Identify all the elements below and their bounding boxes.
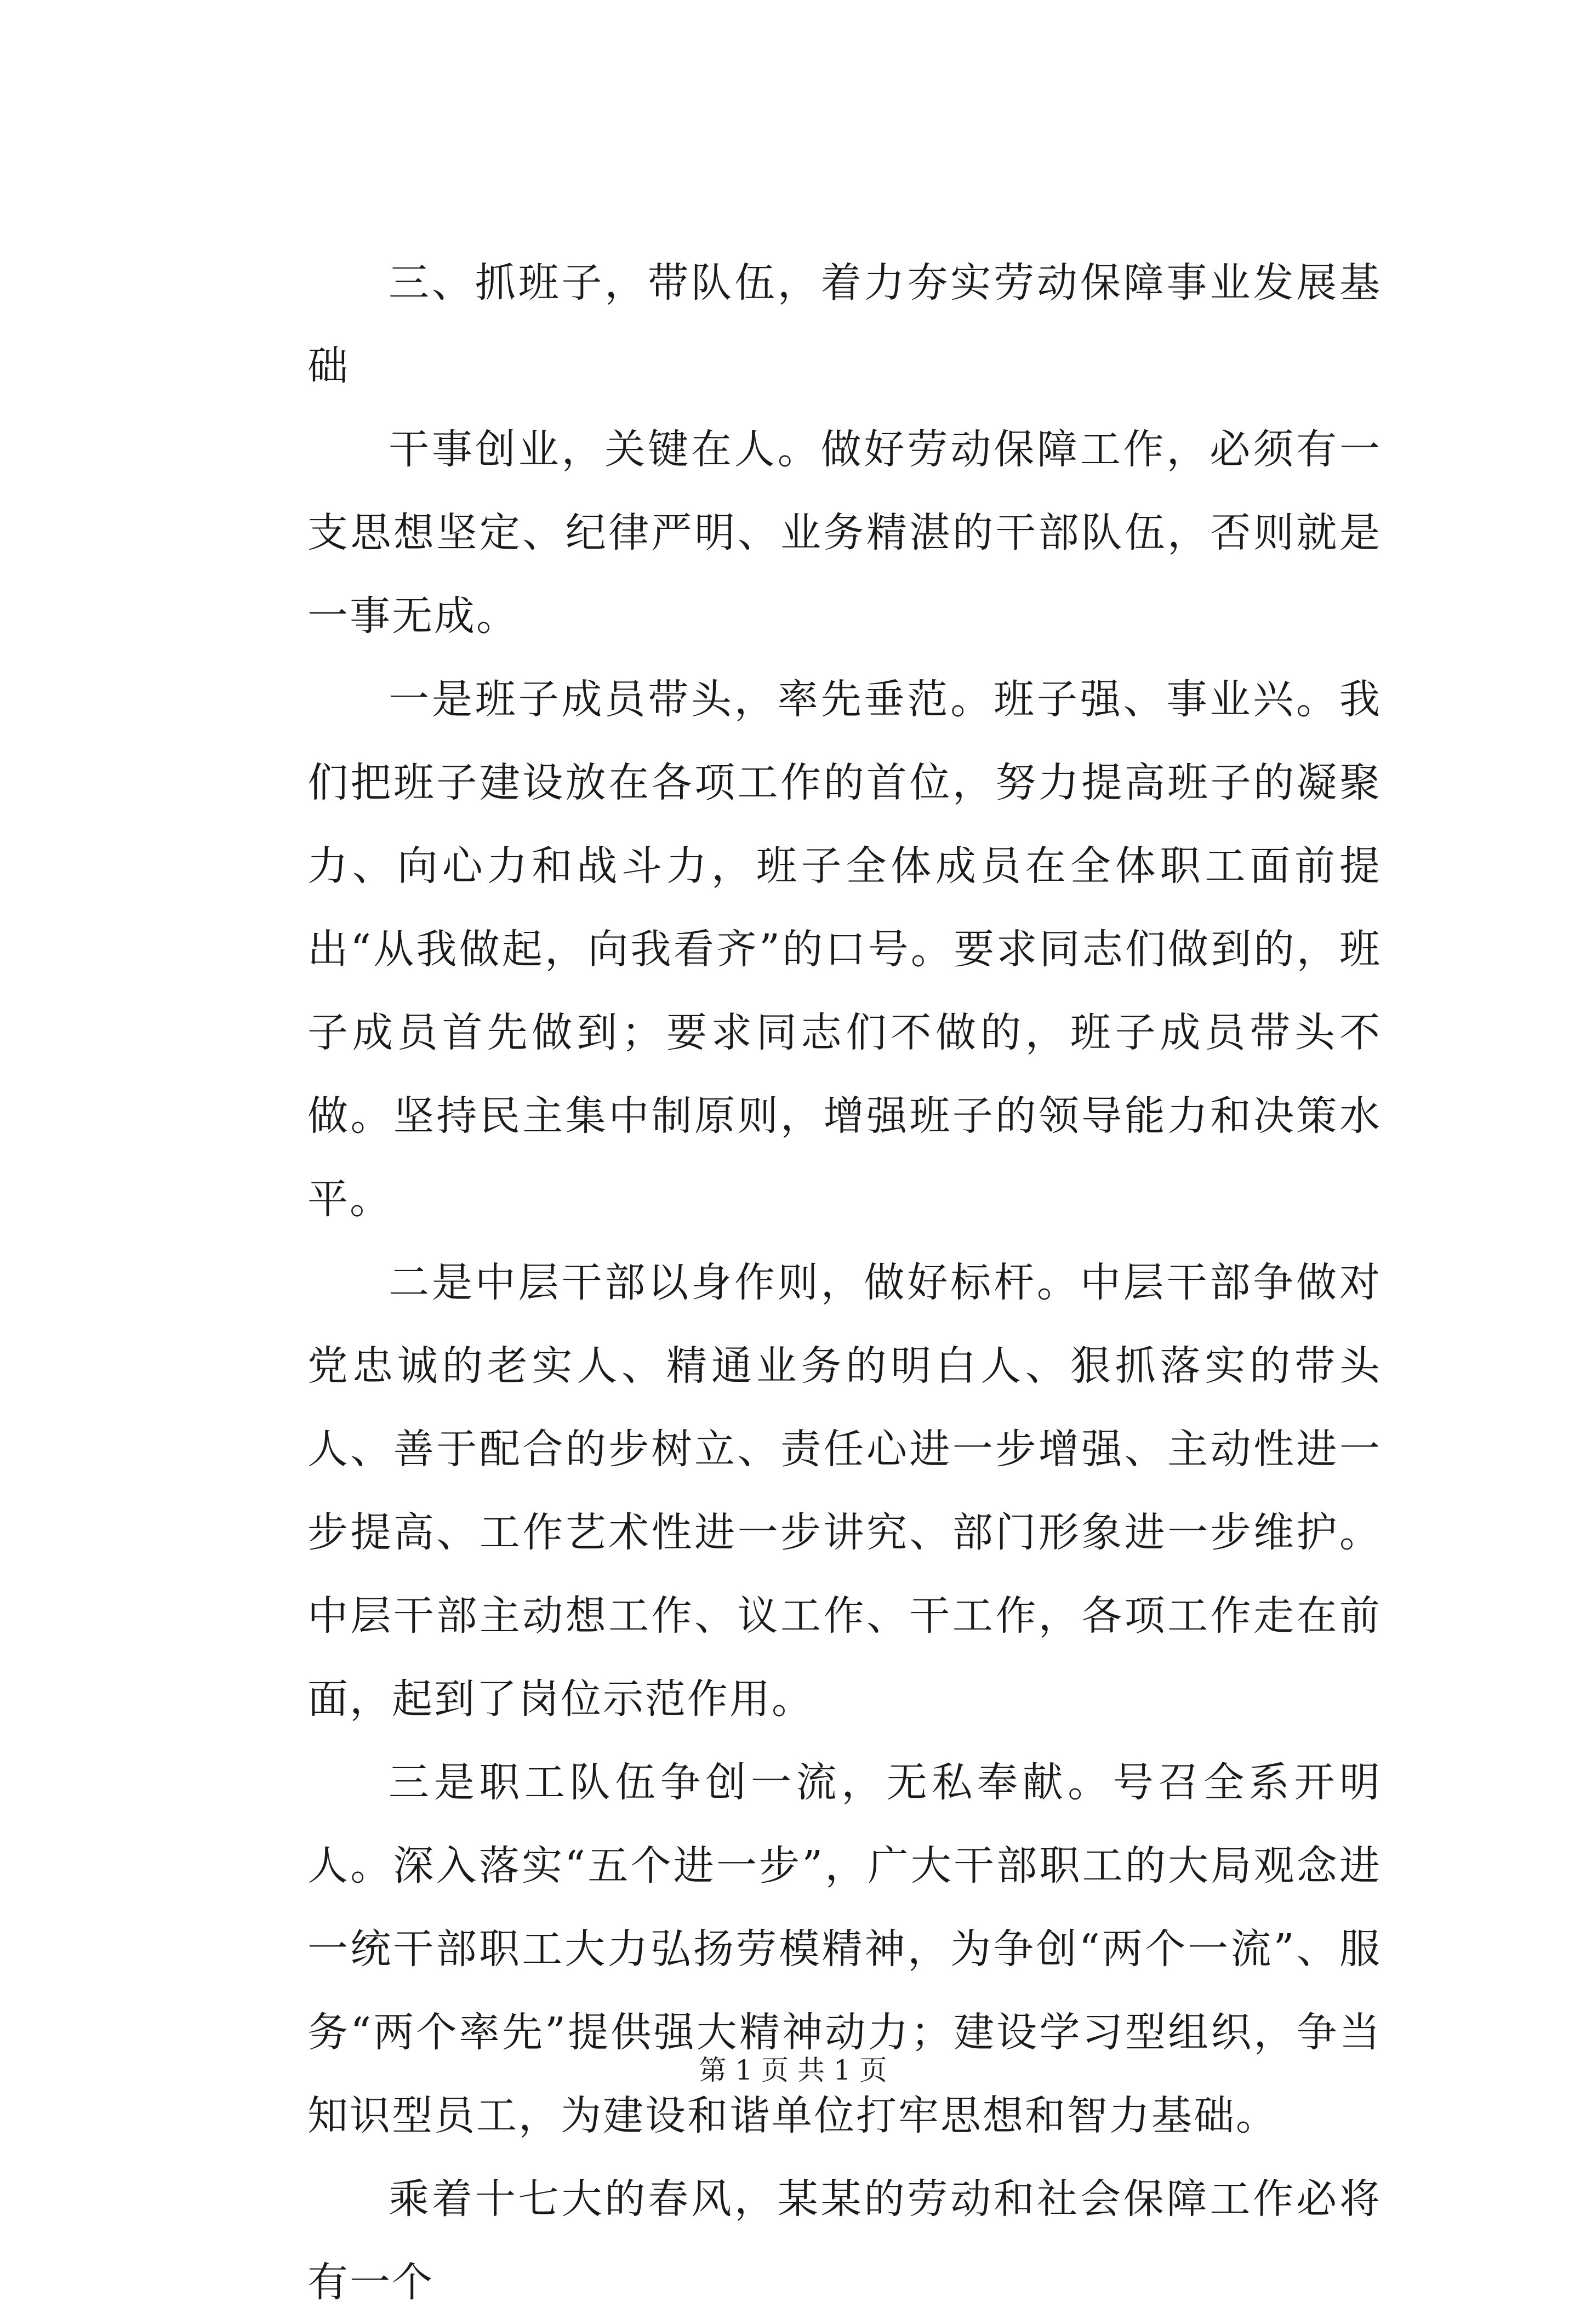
paragraph-intro: 干事创业，关键在人。做好劳动保障工作，必须有一支思想坚定、纪律严明、业务精湛的干部队伍，否则就是一事无成。 [307, 426, 1382, 640]
paragraph-middle-cadres: 二是中层干部以身作则，做好标杆。中层干部争做对党忠诚的老实人、精通业务的明白人、狠抓落实的带头人、善于配合的步树立、责任心进一步增强、主动性进一步提高、工作艺术性进一步讲究、部门形象进一步维护。中层干部主动想工作、议工作、干工作，各项工作走在前面，起到了岗位示范作用。 [307, 1259, 1382, 1723]
paragraph-closing: 乘着十七大的春风，某某的劳动和社会保障工作必将有一个 [307, 2175, 1382, 2306]
page-footer: 第 1 页 共 1 页 [699, 2054, 887, 2086]
paragraph-staff: 三是职工队伍争创一流，无私奉献。号召全系开明人。深入落实“五个进一步”，广大干部职工的大局观念进一统干部职工大力弘扬劳模精神，为争创“两个一流”、服务“两个率先”提供强大精神动力；建设学习型组织，争当知识型员工，为建设和谐单位打牢思想和智力基础。 [307, 1759, 1382, 2139]
section-heading: 三、抓班子，带队伍，着力夯实劳动保障事业发展基础 [307, 259, 1382, 390]
paragraph-leadership: 一是班子成员带头，率先垂范。班子强、事业兴。我们把班子建设放在各项工作的首位，努力提高班子的凝聚力、向心力和战斗力，班子全体成员在全体职工面前提出“从我做起，向我看齐”的口号。要求同志们做到的，班子成员首先做到；要求同志们不做的，班子成员带头不做。坚持民主集中制原则，增强班子的领导能力和决策水平。 [307, 676, 1382, 1223]
document-body [307, 241, 1382, 2324]
